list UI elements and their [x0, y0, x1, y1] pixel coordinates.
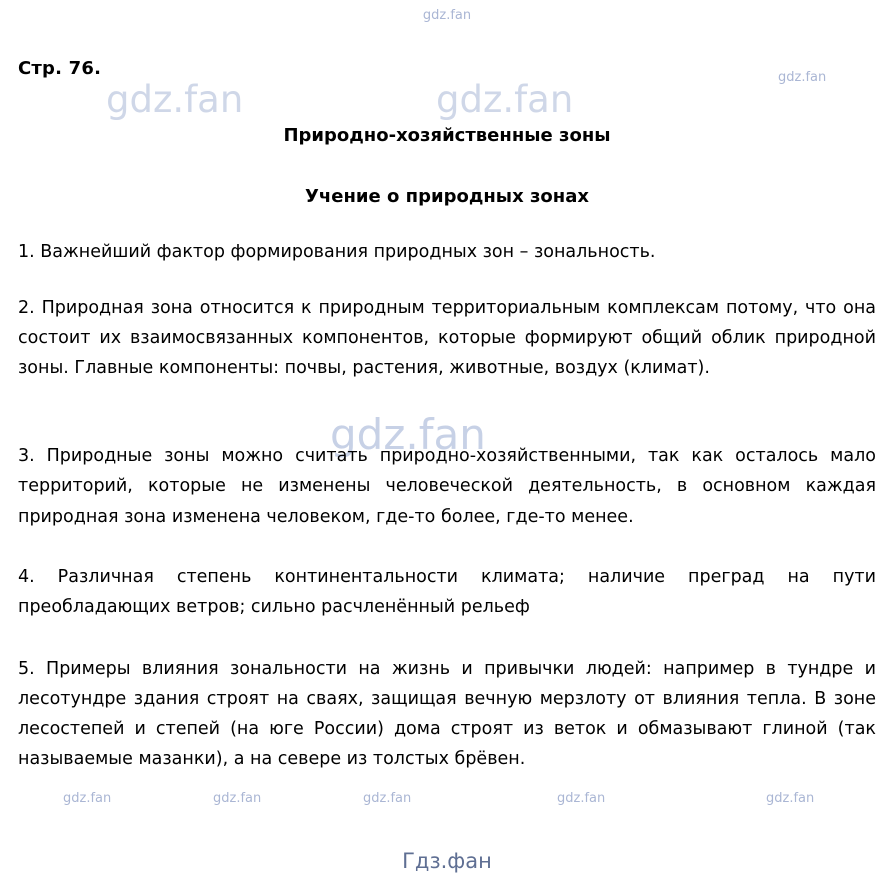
- answer-number: 4.: [18, 566, 35, 587]
- watermark-big-left: gdz.fan: [106, 78, 244, 121]
- answer-text: Различная степень континентальности климата; наличие преград на пути преобладающих ветров; сильно расчленённый рельеф: [18, 566, 876, 617]
- watermark-top: gdz.fan: [422, 8, 472, 23]
- page-number: Стр. 76.: [18, 58, 102, 79]
- answer-text: Примеры влияния зональности на жизнь и привычки людей: например в тундре и лесотундре здания строят на сваях, защищая вечную мерзлоту от влияния тепла. В зоне лесостепей и степей (на юге России) дома строят из веток и обмазывают глиной (так называемые мазанки), а на севере из толстых брёвен.: [18, 658, 876, 770]
- answer-number: 3.: [18, 446, 35, 467]
- watermark-bottom-5: gdz.fan: [766, 791, 815, 806]
- answer-text: Природная зона относится к природным территориальным комплексам потому, что она состоит их взаимосвязанных компонентов, которые формируют общий облик природной зоны. Главные компоненты: почвы, растения, животные, воздух (климат).: [18, 298, 876, 379]
- watermark-bottom-2: gdz.fan: [213, 791, 262, 806]
- watermark-bottom-3: gdz.fan: [363, 791, 412, 806]
- answers-list: [18, 237, 876, 774]
- answer-item: [18, 654, 876, 774]
- watermark-footer: Гдз.фан: [402, 849, 492, 873]
- title-block: [0, 125, 894, 207]
- watermark-bottom-4: gdz.fan: [557, 791, 606, 806]
- page-subtitle: Учение о природных зонах: [305, 185, 589, 207]
- watermark-big-center: gdz.fan: [436, 78, 574, 121]
- answer-number: 2.: [18, 298, 35, 319]
- watermark-bottom-1: gdz.fan: [63, 791, 112, 806]
- answer-text: Природные зоны можно считать природно-хозяйственными, так как осталось мало территорий, которые не изменены человеческой деятельность, в основном каждая природная зона изменена человеком, где-то более, где-то менее.: [18, 446, 876, 527]
- answer-text: Важнейший фактор формирования природных зон – зональность.: [34, 242, 656, 262]
- watermark-top-right: gdz.fan: [778, 70, 827, 85]
- answer-item: [18, 293, 876, 383]
- page-title: Природно-хозяйственные зоны: [283, 125, 611, 146]
- answer-item: [18, 441, 876, 531]
- watermark-big-middle: gdz.fan: [330, 410, 486, 459]
- answer-item: [18, 562, 876, 622]
- answer-number: 5.: [18, 658, 35, 679]
- answer-number: 1.: [18, 242, 35, 262]
- answer-item: [18, 237, 876, 267]
